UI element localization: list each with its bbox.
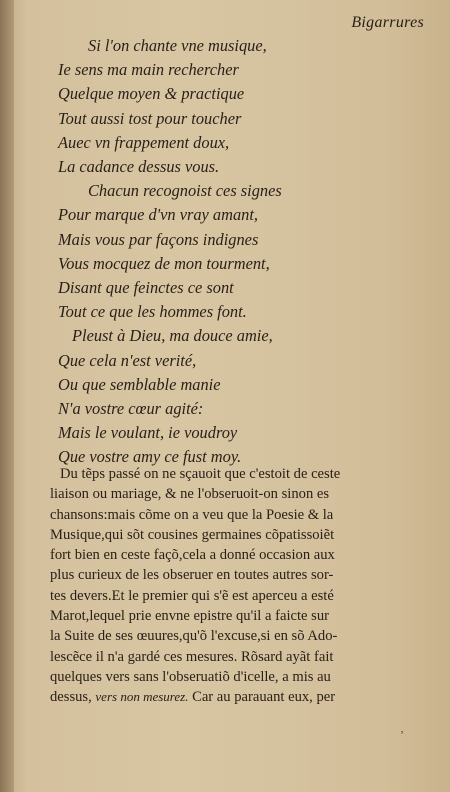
prose-line: chansons:mais cõme on a veu que la Poesie & la <box>50 506 334 523</box>
verse-line: Tout ce que les hommes font. <box>58 302 247 322</box>
verse-line: Disant que feinctes ce sont <box>58 278 234 298</box>
prose-line: tes devers.Et le premier qui s'ẽ est aperceu a esté <box>50 587 334 604</box>
prose-text: Car au parauant eux, per <box>188 689 336 706</box>
italic-phrase: vers non mesurez. <box>95 689 189 705</box>
prose-paragraph <box>50 464 395 708</box>
verse-line: Quelque moyen & practique <box>58 84 245 104</box>
verse-line: Auec vn frappement doux, <box>58 132 230 152</box>
verse-line: Si l'on chante vne musique, <box>88 36 267 55</box>
prose-line: Du tẽps passé on ne sçauoit que c'estoit de ceste <box>60 466 341 482</box>
page-gutter <box>0 0 14 792</box>
verse-line: N'a vostre cœur agité: <box>58 399 204 419</box>
prose-line: liaison ou mariage, & ne l'obseruoit-on sinon es <box>50 486 330 503</box>
margin-mark: ʼ <box>400 728 404 742</box>
verse-line: Que vostre amy ce fust moy. <box>58 447 242 467</box>
verse-line: Pleust à Dieu, ma douce amie, <box>72 326 273 346</box>
prose-line: plus curieux de les obseruer en toutes autres sor- <box>50 567 334 584</box>
verse-line: Mais vous par façons indignes <box>58 229 259 249</box>
verse-line: Tout aussi tost pour toucher <box>58 108 242 128</box>
prose-line: la Suite de ses œuures,qu'õ l'excuse,si en sõ Ado- <box>50 628 338 645</box>
prose-line: quelques vers sans l'obseruatiõ d'icelle, a mis au <box>50 668 331 685</box>
prose-line: fort bien en ceste façõ,cela a donné occasion aux <box>50 547 335 564</box>
prose-line: lescẽce il n'a gardé ces mesures. Rõsard ayãt fait <box>50 648 334 665</box>
verse-line: Que cela n'est verité, <box>58 350 197 370</box>
verse-line: Chacun recognoist ces signes <box>88 181 282 201</box>
verse-line: Mais le voulant, ie voudroy <box>58 423 238 443</box>
verse-line: Ou que semblable manie <box>58 374 221 394</box>
prose-line: Marot,lequel prie envne epistre qu'il a faicte sur <box>50 608 329 625</box>
verse-line: La cadance dessus vous. <box>58 157 220 177</box>
prose-line-last <box>50 687 395 707</box>
prose-text: dessus, <box>50 689 96 706</box>
verse-line: Vous mocquez de mon tourment, <box>58 253 270 273</box>
prose-line: Musique,qui sõt cousines germaines cõpatissoiẽt <box>50 526 335 543</box>
verse-line: Ie sens ma main rechercher <box>58 60 239 80</box>
poem <box>58 34 282 470</box>
verse-line: Pour marque d'vn vray amant, <box>58 205 259 225</box>
running-head: Bigarrures <box>351 14 424 31</box>
